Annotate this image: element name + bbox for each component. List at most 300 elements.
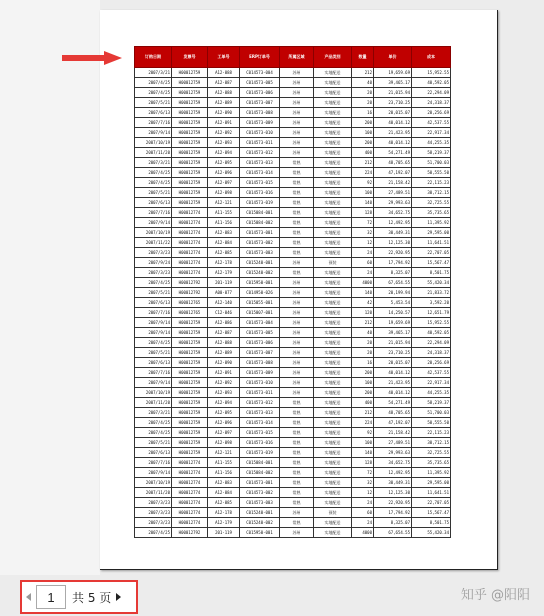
table-cell: 常熟 [280, 168, 314, 178]
table-row [135, 168, 451, 178]
table-cell: H00012774 [172, 468, 208, 478]
table-cell: C014573-019 [240, 448, 280, 458]
table-cell: 224 [352, 418, 374, 428]
table-cell: C014573-004 [240, 318, 280, 328]
table-cell: 12 [352, 238, 374, 248]
table-cell: A12-084 [208, 238, 240, 248]
table-cell: 54,271.49 [374, 148, 412, 158]
table-cell: 21,015.94 [374, 88, 412, 98]
table-cell: 22,917.34 [412, 378, 451, 388]
table-cell: 2007/4/25 [135, 418, 172, 428]
table-cell: H00012774 [172, 488, 208, 498]
table-cell: A12-095 [208, 158, 240, 168]
table-cell: 42,537.55 [412, 118, 451, 128]
table-row [135, 348, 451, 358]
table-cell: 2007/9/24 [135, 258, 172, 268]
table-cell: 苏州 [280, 148, 314, 158]
table-cell: C015007-001 [240, 308, 280, 318]
table-cell: 苏州 [280, 368, 314, 378]
table-cell: 实地配送 [314, 408, 352, 418]
table-cell: H00012759 [172, 198, 208, 208]
table-cell: H00012774 [172, 238, 208, 248]
table-cell: 55,420.34 [412, 528, 451, 538]
table-cell: 2007/3/23 [135, 248, 172, 258]
table-cell: 2007/10/19 [135, 388, 172, 398]
table-cell: 11,395.92 [412, 218, 451, 228]
table-cell: H00012759 [172, 378, 208, 388]
table-cell: 29,993.63 [374, 448, 412, 458]
table-cell: 12 [352, 488, 374, 498]
table-cell: 苏州 [280, 288, 314, 298]
table-cell: 实地配送 [314, 528, 352, 538]
table-cell: A12-088 [208, 68, 240, 78]
table-cell: H00012759 [172, 188, 208, 198]
table-cell: 实地配送 [314, 288, 352, 298]
table-cell: 29,595.00 [412, 478, 451, 488]
table-cell: 20,199.94 [374, 288, 412, 298]
table-cell: 2007/11/20 [135, 398, 172, 408]
table-cell: H00012759 [172, 318, 208, 328]
table-cell: C014573-004 [240, 68, 280, 78]
table-cell: 40 [352, 78, 374, 88]
table-cell: H00012759 [172, 438, 208, 448]
table-cell: 实地配送 [314, 78, 352, 88]
table-cell: 22,707.05 [412, 248, 451, 258]
table-cell: H00012774 [172, 498, 208, 508]
table-cell: 苏州 [280, 318, 314, 328]
table-cell: 21,158.42 [374, 428, 412, 438]
table-cell: 20,256.69 [412, 108, 451, 118]
table-cell: 2007/5/21 [135, 348, 172, 358]
table-cell: H00012759 [172, 178, 208, 188]
table-cell: C014573-019 [240, 198, 280, 208]
column-header: 所属区域 [280, 47, 314, 68]
table-cell: A12-094 [208, 148, 240, 158]
table-cell: 15,567.47 [412, 258, 451, 268]
table-cell: C015084-002 [240, 468, 280, 478]
table-cell: H00012759 [172, 328, 208, 338]
table-cell: C014573-008 [240, 108, 280, 118]
next-page-button[interactable] [111, 582, 125, 612]
table-cell: A12-093 [208, 138, 240, 148]
table-row [135, 488, 451, 498]
table-cell: C014573-008 [240, 358, 280, 368]
table-cell: 2007/7/16 [135, 118, 172, 128]
table-cell: 2007/4/25 [135, 178, 172, 188]
table-cell: 实地配送 [314, 178, 352, 188]
table-cell: 2007/9/14 [135, 328, 172, 338]
table-row [135, 178, 451, 188]
table-cell: C014573-005 [240, 78, 280, 88]
chevron-left-icon [25, 592, 33, 602]
table-cell: 44,255.35 [412, 388, 451, 398]
table-cell: 2007/4/25 [135, 88, 172, 98]
table-row [135, 248, 451, 258]
table-cell: 224 [352, 168, 374, 178]
table-cell: A12-096 [208, 168, 240, 178]
table-cell: 常熟 [280, 458, 314, 468]
table-cell: 苏州 [280, 358, 314, 368]
table-cell: C014573-001 [240, 228, 280, 238]
table-cell: A11-156 [208, 468, 240, 478]
table-cell: 常熟 [280, 198, 314, 208]
table-cell: 140 [352, 448, 374, 458]
table-cell: 100 [352, 378, 374, 388]
table-cell: 40 [352, 328, 374, 338]
table-cell: 11,395.92 [412, 468, 451, 478]
table-cell: C014573-013 [240, 158, 280, 168]
table-cell: 15,952.55 [412, 318, 451, 328]
table-cell: 100 [352, 128, 374, 138]
table-cell: C014573-002 [240, 488, 280, 498]
table-cell: 47,192.07 [374, 418, 412, 428]
table-cell: 24,318.37 [412, 98, 451, 108]
table-cell: H00012759 [172, 338, 208, 348]
table-cell: 实地配送 [314, 348, 352, 358]
table-row [135, 528, 451, 538]
table-cell: 22,707.05 [412, 498, 451, 508]
table-cell: A11-155 [208, 458, 240, 468]
table-cell: A12-090 [208, 108, 240, 118]
table-cell: 常熟 [280, 488, 314, 498]
table-cell: 常熟 [280, 518, 314, 528]
table-cell: A12-094 [208, 398, 240, 408]
table-cell: 4000 [352, 528, 374, 538]
table-cell: C014573-012 [240, 148, 280, 158]
table-cell: 30,712.15 [412, 188, 451, 198]
table-cell: C12-046 [208, 308, 240, 318]
table-row [135, 88, 451, 98]
table-cell: A12-178 [208, 508, 240, 518]
table-cell: H00012792 [172, 528, 208, 538]
table-row [135, 278, 451, 288]
table-cell: 67,654.55 [374, 528, 412, 538]
table-cell: C014573-003 [240, 498, 280, 508]
table-row [135, 468, 451, 478]
table-cell: 实地配送 [314, 388, 352, 398]
table-cell: A12-098 [208, 188, 240, 198]
table-cell: H00012774 [172, 218, 208, 228]
table-cell: 58,219.37 [412, 398, 451, 408]
table-cell: 2007/6/13 [135, 298, 172, 308]
table-cell: A12-091 [208, 118, 240, 128]
table-cell: 44,255.35 [412, 138, 451, 148]
table-cell: 常熟 [280, 408, 314, 418]
table-cell: 92 [352, 178, 374, 188]
table-cell: 实地配送 [314, 278, 352, 288]
table-row [135, 358, 451, 368]
table-cell: 苏州 [280, 68, 314, 78]
table-cell: 实地配送 [314, 458, 352, 468]
table-row [135, 268, 451, 278]
print-preview-page [100, 10, 498, 570]
table-row [135, 288, 451, 298]
data-table [134, 46, 451, 538]
table-cell: 2007/7/16 [135, 368, 172, 378]
table-cell: 21,833.72 [412, 288, 451, 298]
table-cell: 200 [352, 138, 374, 148]
table-cell: A12-179 [208, 268, 240, 278]
table-cell: 100 [352, 188, 374, 198]
table-cell: 实地配送 [314, 378, 352, 388]
table-row [135, 498, 451, 508]
table-cell: 30,712.15 [412, 438, 451, 448]
table-row [135, 108, 451, 118]
table-cell: 常熟 [280, 238, 314, 248]
table-cell: 2007/6/13 [135, 358, 172, 368]
table-cell: 常熟 [280, 498, 314, 508]
table-cell: H00012759 [172, 448, 208, 458]
table-row [135, 478, 451, 488]
table-cell: 400 [352, 148, 374, 158]
table-cell: 5,453.54 [374, 298, 412, 308]
table-cell: 21,423.95 [374, 378, 412, 388]
table-cell: A12-084 [208, 488, 240, 498]
table-cell: A12-086 [208, 318, 240, 328]
table-cell: A12-093 [208, 388, 240, 398]
table-cell: 12,125.30 [374, 238, 412, 248]
table-cell: 2007/6/13 [135, 108, 172, 118]
table-cell: 23,710.25 [374, 98, 412, 108]
table-cell: A12-092 [208, 378, 240, 388]
table-cell: H00012759 [172, 348, 208, 358]
table-row [135, 98, 451, 108]
table-cell: 34,652.75 [374, 208, 412, 218]
table-row [135, 338, 451, 348]
table-cell: 11,641.51 [412, 488, 451, 498]
table-row [135, 388, 451, 398]
table-cell: C015084-002 [240, 218, 280, 228]
table-cell: 24,318.37 [412, 348, 451, 358]
table-cell: A12-083 [208, 228, 240, 238]
table-cell: 2007/9/14 [135, 128, 172, 138]
table-row [135, 158, 451, 168]
table-cell: 2007/4/25 [135, 338, 172, 348]
table-cell: C015084-001 [240, 458, 280, 468]
table-row [135, 378, 451, 388]
table-cell: 实地配送 [314, 478, 352, 488]
table-cell: A12-088 [208, 338, 240, 348]
table-cell: H00012774 [172, 508, 208, 518]
table-cell: A12-088 [208, 88, 240, 98]
table-cell: 2007/11/20 [135, 148, 172, 158]
table-cell: 200 [352, 388, 374, 398]
table-cell: 实地配送 [314, 498, 352, 508]
table-cell: 实地配送 [314, 428, 352, 438]
table-cell: H00012759 [172, 418, 208, 428]
table-cell: H00012759 [172, 78, 208, 88]
table-cell: A11-156 [208, 218, 240, 228]
table-cell: 23,710.25 [374, 348, 412, 358]
table-cell: 22,294.09 [412, 338, 451, 348]
table-cell: 51,700.03 [412, 158, 451, 168]
column-header: 单价 [374, 47, 412, 68]
table-cell: 22,917.34 [412, 128, 451, 138]
table-cell: 54,271.49 [374, 398, 412, 408]
table-cell: 50,555.50 [412, 168, 451, 178]
table-row [135, 198, 451, 208]
table-cell: 201-119 [208, 278, 240, 288]
table-row [135, 68, 451, 78]
table-cell: 100 [352, 438, 374, 448]
table-cell: 实地配送 [314, 128, 352, 138]
table-cell: C014573-014 [240, 418, 280, 428]
table-cell: 12,651.79 [412, 308, 451, 318]
table-row [135, 238, 451, 248]
table-cell: 34,652.75 [374, 458, 412, 468]
table-cell: 16 [352, 108, 374, 118]
column-header: ERP订单号 [240, 47, 280, 68]
table-cell: 实地配送 [314, 358, 352, 368]
table-row [135, 138, 451, 148]
table-row [135, 218, 451, 228]
table-cell: 4000 [352, 278, 374, 288]
table-cell: A12-097 [208, 428, 240, 438]
table-cell: 212 [352, 158, 374, 168]
table-row [135, 398, 451, 408]
table-cell: 40,014.12 [374, 368, 412, 378]
table-cell: 预装 [314, 258, 352, 268]
page-number-input[interactable] [36, 585, 66, 609]
column-header: 工单号 [208, 47, 240, 68]
table-cell: 实地配送 [314, 418, 352, 428]
table-cell: C014573-015 [240, 178, 280, 188]
table-cell: 2007/9/14 [135, 378, 172, 388]
table-cell: 实地配送 [314, 198, 352, 208]
table-cell: C015240-002 [240, 518, 280, 528]
table-cell: H00012774 [172, 258, 208, 268]
table-cell: 2007/3/23 [135, 268, 172, 278]
table-cell: 2007/3/23 [135, 518, 172, 528]
table-cell: H00012774 [172, 248, 208, 258]
table-row [135, 428, 451, 438]
table-cell: 120 [352, 308, 374, 318]
table-cell: 实地配送 [314, 68, 352, 78]
table-cell: 55,420.34 [412, 278, 451, 288]
table-cell: 22,115.23 [412, 428, 451, 438]
table-cell: 35,735.65 [412, 208, 451, 218]
table-cell: 实地配送 [314, 468, 352, 478]
table-cell: 实地配送 [314, 188, 352, 198]
table-cell: 51,700.03 [412, 408, 451, 418]
table-row [135, 208, 451, 218]
sheet-gutter [0, 0, 100, 575]
table-cell: C014573-010 [240, 378, 280, 388]
table-cell: C014573-010 [240, 128, 280, 138]
table-cell: 常熟 [280, 398, 314, 408]
table-cell: 2007/6/13 [135, 198, 172, 208]
table-cell: 20 [352, 88, 374, 98]
table-cell: A12-089 [208, 348, 240, 358]
table-cell: 48,705.65 [374, 408, 412, 418]
table-cell: 2007/5/21 [135, 98, 172, 108]
table-row [135, 78, 451, 88]
table-cell: 27,489.51 [374, 438, 412, 448]
table-cell: H00012759 [172, 408, 208, 418]
table-cell: 2007/5/21 [135, 188, 172, 198]
table-cell: H00012759 [172, 128, 208, 138]
prev-page-button[interactable] [22, 582, 36, 612]
column-header: 订购日期 [135, 47, 172, 68]
table-cell: 24 [352, 498, 374, 508]
table-cell: 2007/5/21 [135, 288, 172, 298]
table-cell: 40,592.05 [412, 328, 451, 338]
table-cell: 72 [352, 468, 374, 478]
table-cell: 苏州 [280, 378, 314, 388]
table-body [135, 68, 451, 538]
table-cell: C015950-001 [240, 278, 280, 288]
table-cell: A12-179 [208, 518, 240, 528]
table-cell: C014573-006 [240, 88, 280, 98]
table-cell: 苏州 [280, 108, 314, 118]
table-row [135, 518, 451, 528]
column-header: 发票号 [172, 47, 208, 68]
table-cell: 苏州 [280, 138, 314, 148]
table-cell: 2007/9/14 [135, 218, 172, 228]
table-cell: 实地配送 [314, 218, 352, 228]
table-cell: C014573-001 [240, 478, 280, 488]
table-cell: 32 [352, 478, 374, 488]
table-cell: 实地配送 [314, 118, 352, 128]
table-cell: C014573-016 [240, 438, 280, 448]
table-cell: 58,219.37 [412, 148, 451, 158]
table-cell: H00012792 [172, 278, 208, 288]
table-cell: 30,449.31 [374, 228, 412, 238]
table-cell: 实地配送 [314, 448, 352, 458]
table-cell: 39,465.17 [374, 78, 412, 88]
table-cell: 40,592.05 [412, 78, 451, 88]
table-cell: 67,654.55 [374, 278, 412, 288]
table-cell: 苏州 [280, 328, 314, 338]
table-cell: A12-095 [208, 408, 240, 418]
table-cell: 3,592.20 [412, 298, 451, 308]
table-cell: 200 [352, 368, 374, 378]
table-cell: A12-087 [208, 328, 240, 338]
table-cell: 苏州 [280, 338, 314, 348]
table-cell: 苏州 [280, 308, 314, 318]
table-cell: 14,250.57 [374, 308, 412, 318]
table-cell: 42,537.55 [412, 368, 451, 378]
table-cell: C014573-013 [240, 408, 280, 418]
table-cell: 常熟 [280, 188, 314, 198]
table-row [135, 418, 451, 428]
table-cell: 22,920.95 [374, 248, 412, 258]
table-cell: A12-098 [208, 438, 240, 448]
table-cell: 实地配送 [314, 368, 352, 378]
table-cell: A12-178 [208, 258, 240, 268]
table-cell: 常熟 [280, 418, 314, 428]
table-cell: 实地配送 [314, 248, 352, 258]
table-cell: 苏州 [280, 298, 314, 308]
page-navigator [20, 580, 138, 614]
table-cell: 12,492.95 [374, 218, 412, 228]
table-cell: 32,725.55 [412, 448, 451, 458]
table-cell: C015950-001 [240, 528, 280, 538]
table-cell: 20,015.07 [374, 108, 412, 118]
table-cell: 40,014.12 [374, 118, 412, 128]
table-cell: C014573-007 [240, 98, 280, 108]
table-cell: H00012765 [172, 298, 208, 308]
table-cell: 2007/4/25 [135, 168, 172, 178]
table-cell: 实地配送 [314, 98, 352, 108]
table-cell: 苏州 [280, 278, 314, 288]
table-cell: 2007/7/16 [135, 208, 172, 218]
table-cell: 苏州 [280, 258, 314, 268]
table-cell: 常熟 [280, 248, 314, 258]
table-cell: 2007/3/23 [135, 508, 172, 518]
table-cell: 常熟 [280, 268, 314, 278]
table-cell: 常熟 [280, 438, 314, 448]
